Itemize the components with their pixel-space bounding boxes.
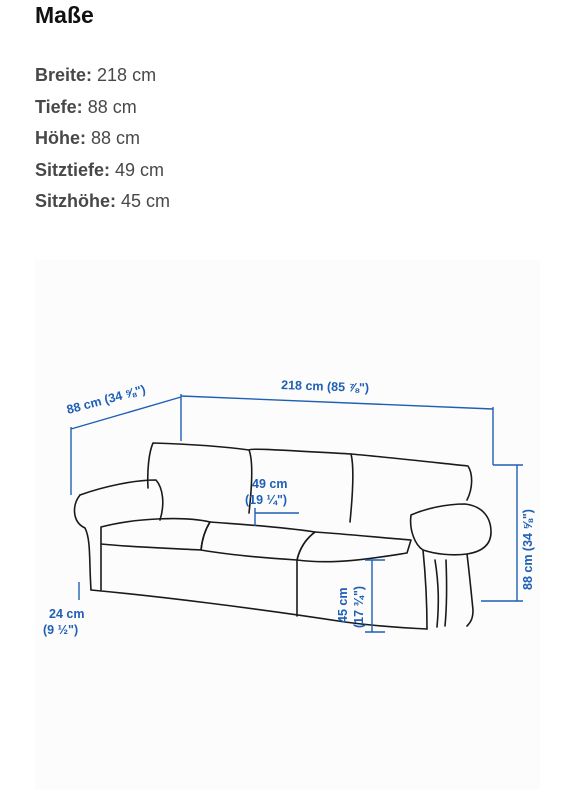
height-dimension-label: 88 cm (34 ⅝") bbox=[521, 509, 535, 590]
dimension-value: 218 cm bbox=[97, 65, 157, 85]
dimension-row-sitzhoehe bbox=[35, 188, 170, 220]
arm-height-in-label: (9 ½") bbox=[43, 623, 79, 637]
dimension-label: Tiefe: bbox=[35, 96, 83, 117]
arm-height-cm-label: 24 cm bbox=[49, 607, 85, 621]
dimension-label: Höhe: bbox=[35, 128, 86, 148]
front-skirt-bottom bbox=[91, 587, 427, 629]
sofa-outline bbox=[75, 443, 491, 629]
dimension-value: 45 cm bbox=[121, 191, 171, 211]
page-title: Maße bbox=[35, 2, 94, 28]
dimension-value: 88 cm bbox=[91, 128, 141, 148]
depth-dimension-label: 88 cm (34 ⅝") bbox=[65, 382, 148, 417]
seat-cushion-left bbox=[101, 519, 210, 550]
dimension-label: Sitztiefe: bbox=[35, 159, 111, 180]
dimension-row-hoehe bbox=[35, 125, 170, 157]
seat-depth-in-label: (19 ¼") bbox=[245, 493, 288, 507]
seat-depth-cm-label: 49 cm bbox=[252, 477, 288, 491]
left-arm bbox=[80, 480, 163, 520]
right-arm-pleat-2 bbox=[445, 560, 447, 626]
right-arm-front bbox=[423, 550, 427, 629]
right-arm bbox=[411, 504, 491, 555]
width-dimension-line bbox=[181, 396, 493, 409]
seat-height-in-label: (17 ¾") bbox=[352, 585, 366, 628]
dimension-row-sitztiefe bbox=[35, 157, 170, 189]
right-arm-side bbox=[467, 554, 473, 626]
back-cushion-right bbox=[351, 454, 472, 500]
sofa-dimension-drawing bbox=[35, 260, 540, 790]
seat-height-cm-label: 45 cm bbox=[336, 587, 350, 623]
dimension-value: 49 cm bbox=[115, 159, 165, 180]
dimension-label: Breite: bbox=[35, 65, 93, 85]
dimension-value: 88 cm bbox=[87, 96, 137, 117]
dimension-row-breite bbox=[35, 62, 170, 94]
dimensions-list bbox=[35, 62, 170, 220]
dimension-label: Sitzhöhe: bbox=[35, 191, 116, 211]
sofa-diagram-svg bbox=[35, 260, 540, 790]
dimension-row-tiefe bbox=[35, 94, 170, 126]
width-dimension-label: 218 cm (85 ⅞") bbox=[280, 378, 370, 396]
seat-cushion-right bbox=[297, 532, 411, 562]
left-arm-front bbox=[75, 495, 91, 590]
right-arm-pleat bbox=[435, 560, 438, 627]
